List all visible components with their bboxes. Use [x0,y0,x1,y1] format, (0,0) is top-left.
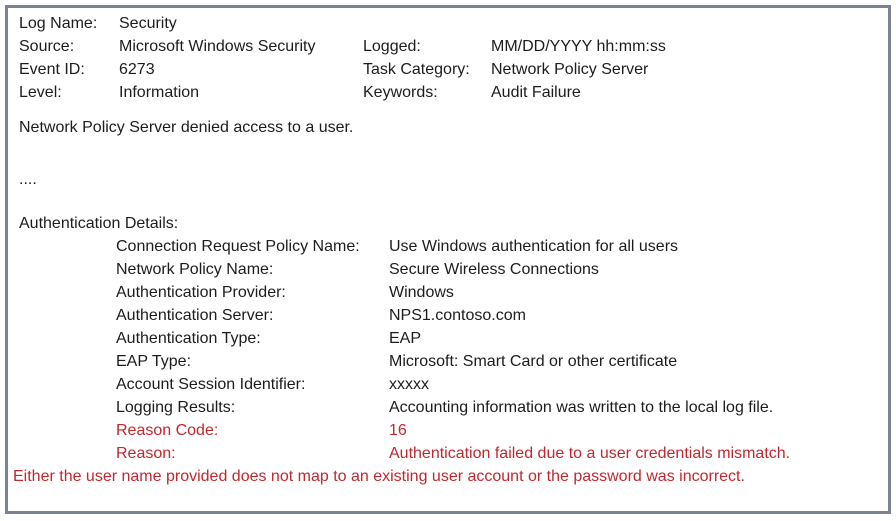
detail-label: Reason Code: [116,422,219,439]
header-row [19,35,878,58]
detail-value: 16 [389,422,407,439]
task-category-value: Network Policy Server [491,61,649,78]
log-name-value: Security [119,15,177,32]
detail-value: Use Windows authentication for all users [389,238,679,255]
detail-row-eap-type [19,350,878,373]
detail-row-reason-code [19,419,878,442]
header-label [363,12,491,35]
detail-label: Connection Request Policy Name: [116,238,360,255]
event-header [19,12,878,104]
header-row [19,12,878,35]
detail-row-logging-results [19,396,878,419]
detail-row-reason [19,442,878,465]
header-row [19,58,878,81]
event-log-detail-panel [5,5,891,514]
log-name-label: Log Name: [19,15,98,32]
detail-label: Logging Results: [116,399,236,416]
keywords-value: Audit Failure [491,84,581,101]
keywords-label: Keywords: [363,84,438,101]
detail-row-network-policy [19,258,878,281]
detail-row-account-session-id [19,373,878,396]
detail-label: Authentication Type: [116,330,261,347]
detail-value: NPS1.contoso.com [389,307,526,324]
source-label: Source: [19,38,75,55]
event-id-label: Event ID: [19,61,85,78]
auth-details-list [19,235,878,465]
detail-value: xxxxx [389,376,429,393]
source-value: Microsoft Windows Security [119,38,316,55]
logged-label: Logged: [363,38,421,55]
auth-details-heading: Authentication Details: [19,215,179,232]
logged-value: MM/DD/YYYY hh:mm:ss [491,38,666,55]
detail-value: Accounting information was written to the local log file. [389,399,774,416]
detail-value: EAP [389,330,422,347]
level-label: Level: [19,84,62,101]
detail-label: Authentication Server: [116,307,274,324]
header-row [19,81,878,104]
detail-row-auth-server [19,304,878,327]
reason-footnote: Either the user name provided does not map to an existing user account or the password was incorrect. [13,468,745,485]
detail-row-auth-provider [19,281,878,304]
detail-row-connection-request-policy [19,235,878,258]
detail-label: Reason: [116,445,176,462]
detail-label: Network Policy Name: [116,261,274,278]
task-category-label: Task Category: [363,61,470,78]
event-summary: Network Policy Server denied access to a user. [19,119,354,136]
detail-row-auth-type [19,327,878,350]
detail-value: Windows [389,284,454,301]
ellipsis-text: .... [19,171,37,188]
detail-value: Microsoft: Smart Card or other certificate [389,353,678,370]
detail-value: Secure Wireless Connections [389,261,599,278]
event-id-value: 6273 [119,61,155,78]
detail-value: Authentication failed due to a user credentials mismatch. [389,445,791,462]
detail-label: Authentication Provider: [116,284,286,301]
header-value [491,12,878,35]
detail-label: EAP Type: [116,353,192,370]
level-value: Information [119,84,200,101]
detail-label: Account Session Identifier: [116,376,306,393]
